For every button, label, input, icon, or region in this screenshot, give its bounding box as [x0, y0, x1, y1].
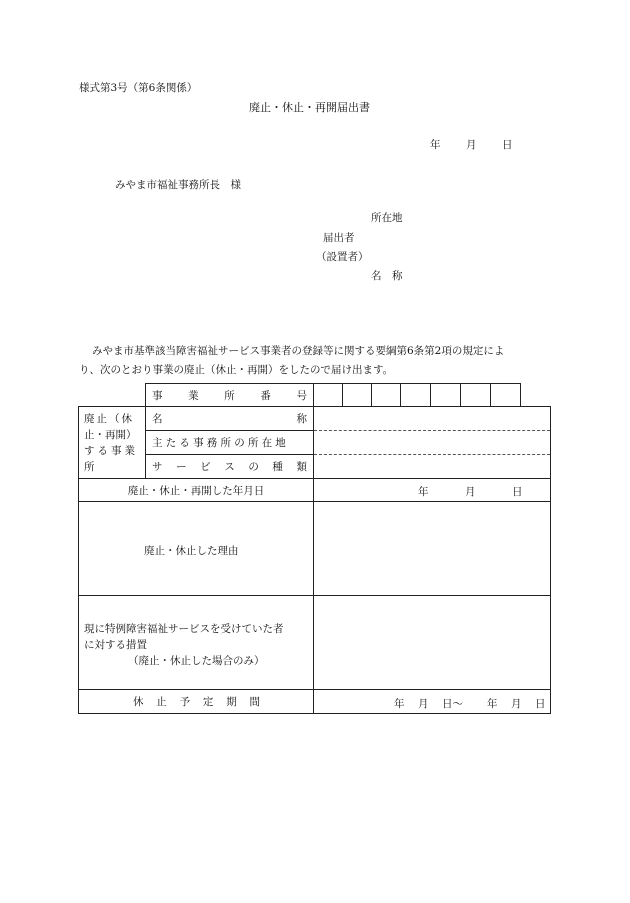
main-office-address-label: 主たる事務所の所在地: [152, 437, 289, 449]
date-month: 月: [466, 139, 477, 151]
office-number-label: 事 業 所 番 号: [152, 390, 307, 402]
body-text-line-1: みやま市基準該当障害福祉サービス事業者の登録等に関する要綱第6条第2項の規定によ: [92, 345, 505, 357]
period-end-month: 月: [511, 698, 522, 710]
closure-date-year: 年: [418, 486, 429, 498]
body-text-line-2: り、次のとおり事業の廃止（休止・再開）をしたので届け出ます。: [79, 364, 394, 376]
period-end-day: 日: [535, 698, 546, 710]
closure-date-label: 廃止・休止・再開した年月日: [127, 484, 265, 497]
date-day: 日: [502, 139, 513, 151]
measures-label-line-3: （廃止・休止した場合のみ）: [128, 655, 265, 667]
measures-label-line-2: に対する措置: [84, 639, 147, 651]
period-start-year: 年: [394, 698, 405, 710]
document-title: 廃止・休止・再開届出書: [249, 101, 370, 114]
form-number: 様式第3号（第6条関係）: [79, 82, 198, 94]
business-group-label: 廃止（休 止・再開） する事業 所: [84, 413, 138, 473]
suspension-period-label: 休 止 予 定 期 間: [133, 696, 260, 708]
service-type-label: サ ー ビ ス の 種 類: [152, 461, 307, 473]
period-start-day: 日～: [442, 698, 463, 710]
closure-date-month: 月: [465, 486, 476, 498]
closure-reason-label: 廃止・休止した理由: [144, 545, 239, 557]
period-start-month: 月: [418, 698, 429, 710]
measures-label-line-1: 現に特例障害福祉サービスを受けていた者: [84, 623, 284, 635]
business-name-label: 名 称: [152, 413, 307, 425]
address-label: 所在地: [371, 212, 403, 224]
name-label: 名 称: [371, 270, 403, 282]
addressee: みやま市福祉事務所長 様: [115, 179, 241, 191]
period-end-year: 年: [487, 698, 498, 710]
establisher-label: （設置者）: [316, 251, 369, 263]
date-year: 年: [430, 139, 441, 151]
filer-label: 届出者: [323, 232, 355, 244]
closure-date-day: 日: [512, 486, 523, 498]
